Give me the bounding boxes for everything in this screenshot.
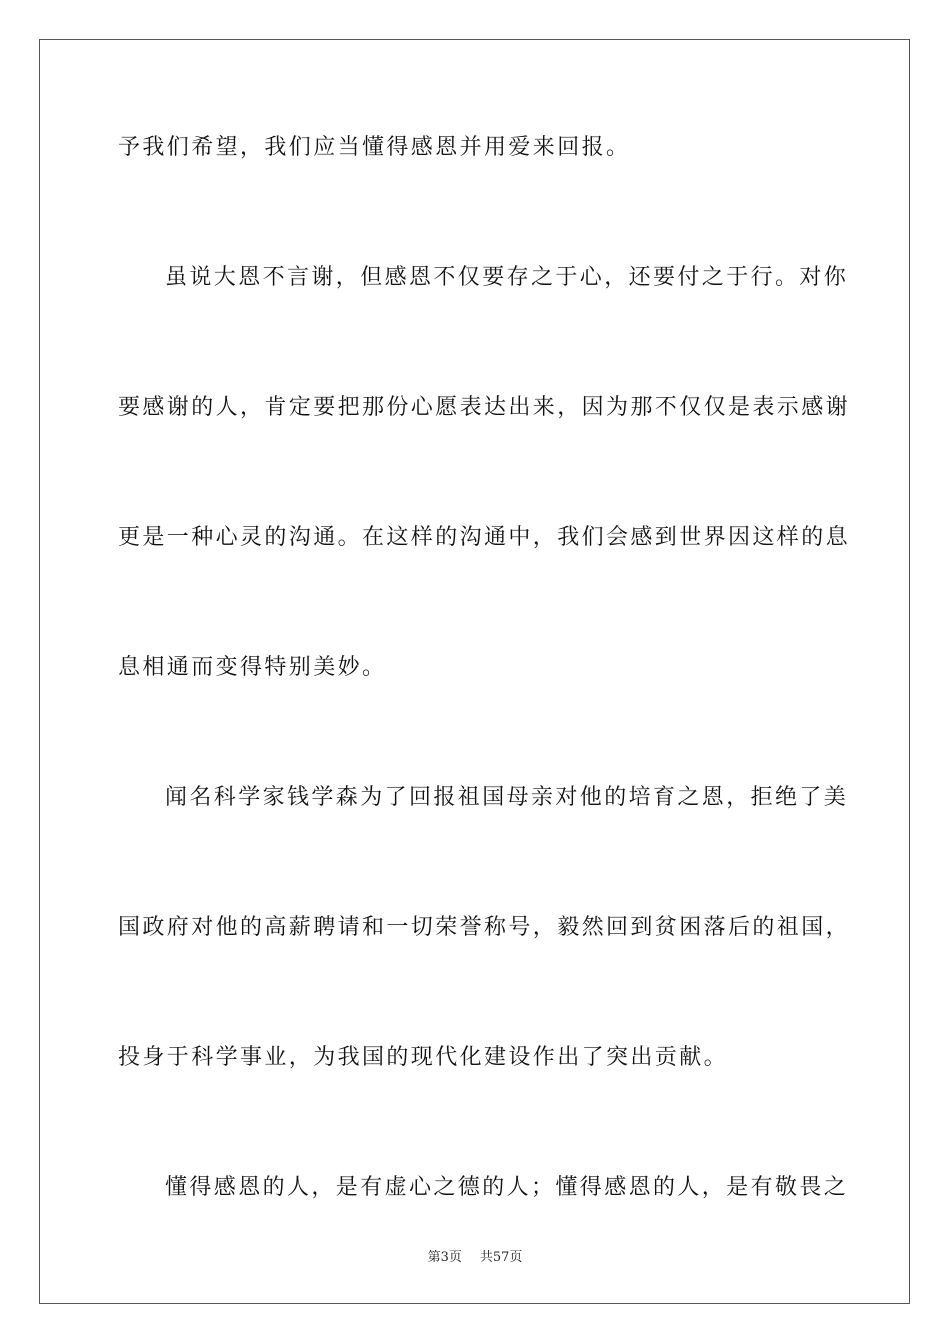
text-line: 更是一种心灵的沟通。在这样的沟通中，我们会感到世界因这样的息 <box>118 525 851 550</box>
paragraph-start-line: 闻名科学家钱学森为了回报祖国母亲对他的培育之恩，拒绝了美 <box>165 785 849 810</box>
text-line: 投身于科学事业，为我国的现代化建设作出了突出贡献。 <box>118 1045 729 1070</box>
text-line: 予我们希望，我们应当懂得感恩并用爱来回报。 <box>118 135 631 160</box>
page-footer <box>0 1246 950 1265</box>
text-line: 国政府对他的高薪聘请和一切荣誉称号，毅然回到贫困落后的祖国， <box>118 915 851 940</box>
paragraph-start-line: 懂得感恩的人，是有虚心之德的人；懂得感恩的人，是有敬畏之 <box>165 1175 849 1200</box>
text-line: 要感谢的人，肯定要把那份心愿表达出来，因为那不仅仅是表示感谢 <box>118 395 851 420</box>
page-number: 第3页 <box>427 1250 462 1265</box>
text-line: 息相通而变得特别美妙。 <box>118 655 387 680</box>
total-pages: 共57页 <box>479 1250 523 1265</box>
paragraph-start-line: 虽说大恩不言谢，但感恩不仅要存之于心，还要付之于行。对你 <box>165 265 849 290</box>
